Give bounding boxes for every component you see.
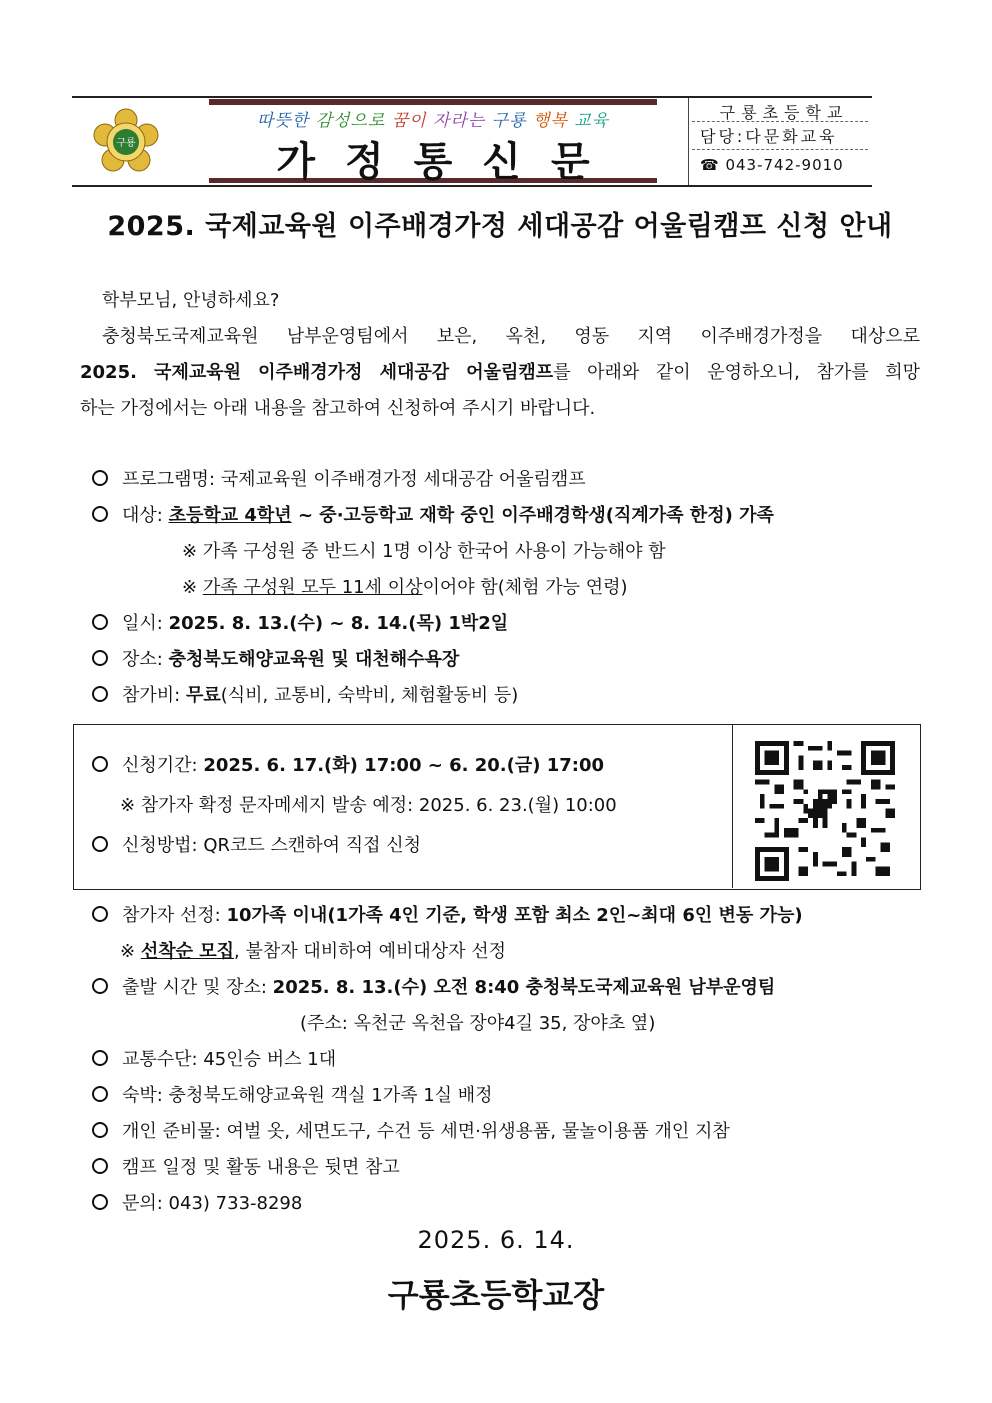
banner-top-bar: [209, 99, 657, 105]
item-place: 장소: 충청북도해양교육원 및 대천해수욕장: [92, 642, 459, 678]
dashed-separator: [692, 149, 868, 150]
intro-line-1: 충청북도국제교육원 남부운영팀에서 보은, 옥천, 영동 지역 이주배경가정을 대상으로: [102, 326, 920, 347]
item-supplies: 개인 준비물: 여벌 옷, 세면도구, 수건 등 세면·위생용품, 물놀이용품 개인 지참: [92, 1114, 730, 1150]
greeting: 학부모님, 안녕하세요?: [102, 290, 280, 311]
intro-line-3: 하는 가정에서는 아래 내용을 참고하여 신청하여 주시기 바랍니다.: [80, 398, 596, 419]
target-note-2: ※ 가족 구성원 모두 11세 이상이어야 함(체험 가능 연령): [182, 577, 628, 598]
qr-code-icon[interactable]: [755, 741, 895, 881]
confirm-note: ※ 참가자 확정 문자메세지 발송 예정: 2025. 6. 23.(월) 10:00: [120, 795, 617, 816]
department: 담당:다문화교육: [700, 127, 838, 146]
bullet-circle-icon: [92, 906, 108, 922]
bullet-circle-icon: [92, 1158, 108, 1174]
bullet-circle-icon: [92, 1194, 108, 1210]
item-fee: 참가비: 무료(식비, 교통비, 숙박비, 체험활동비 등): [92, 678, 518, 714]
item-program: 프로그램명: 국제교육원 이주배경가정 세대공감 어울림캠프: [92, 462, 586, 498]
item-lodging: 숙박: 충청북도해양교육원 객실 1가족 1실 배정: [92, 1078, 493, 1114]
header-divider: [688, 98, 689, 185]
intro-line-2: 2025. 국제교육원 이주배경가정 세대공감 어울림캠프를 아래와 같이 운영하오니, 참가를 희망: [80, 362, 920, 383]
bullet-circle-icon: [92, 506, 108, 522]
school-name: 구룡초등학교: [719, 103, 849, 122]
item-apply-method: 신청방법: QR코드 스캔하여 직접 신청: [92, 828, 421, 864]
departure-address: (주소: 옥천군 옥천읍 장야4길 35, 장야초 옆): [300, 1013, 656, 1034]
bullet-circle-icon: [92, 614, 108, 630]
bullet-circle-icon: [92, 1086, 108, 1102]
emblem-text: 구룡: [116, 138, 136, 149]
issue-date: 2025. 6. 14.: [417, 1226, 575, 1254]
principal-signature: 구룡초등학교장: [387, 1276, 605, 1314]
school-emblem-icon: [92, 108, 160, 176]
item-target: 대상: 초등학교 4학년 ~ 중·고등학교 재학 중인 이주배경학생(직계가족 한정) 가족: [92, 498, 774, 534]
slogan: 따뜻한 감성으로 꿈이 자라는 구룡 행복 교육: [256, 111, 610, 131]
document-title: 2025. 국제교육원 이주배경가정 세대공감 어울림캠프 신청 안내: [107, 211, 893, 242]
item-transport: 교통수단: 45인승 버스 1대: [92, 1042, 336, 1078]
item-apply-period: 신청기간: 2025. 6. 17.(화) 17:00 ~ 6. 20.(금) 17:00: [92, 748, 604, 784]
item-departure: 출발 시간 및 장소: 2025. 8. 13.(수) 오전 8:40 충청북도국제교육원 남부운영팀: [92, 970, 775, 1006]
bullet-circle-icon: [92, 978, 108, 994]
target-note-1: ※ 가족 구성원 중 반드시 1명 이상 한국어 사용이 가능해야 함: [182, 541, 666, 562]
bullet-circle-icon: [92, 686, 108, 702]
paper-title: 가정통신문: [276, 139, 620, 185]
item-selection: 참가자 선정: 10가족 이내(1가족 4인 기준, 학생 포함 최소 2인~최대 6인 변동 가능): [92, 898, 803, 934]
bullet-circle-icon: [92, 836, 108, 852]
phone-icon: ☎: [700, 156, 720, 174]
dashed-separator: [692, 121, 868, 122]
bullet-circle-icon: [92, 756, 108, 772]
item-schedule: 캠프 일정 및 활동 내용은 뒷면 참고: [92, 1150, 400, 1186]
header-top-rule: [72, 96, 872, 98]
bullet-circle-icon: [92, 1122, 108, 1138]
bullet-circle-icon: [92, 1050, 108, 1066]
bullet-circle-icon: [92, 650, 108, 666]
box-divider: [732, 724, 733, 888]
phone: [700, 156, 868, 174]
selection-note: ※ 선착순 모집, 불참자 대비하여 예비대상자 선정: [120, 941, 507, 962]
item-date: 일시: 2025. 8. 13.(수) ~ 8. 14.(목) 1박2일: [92, 606, 508, 642]
phone-number: 043-742-9010: [725, 156, 844, 174]
bullet-circle-icon: [92, 470, 108, 486]
item-inquiry: 문의: 043) 733-8298: [92, 1186, 302, 1222]
